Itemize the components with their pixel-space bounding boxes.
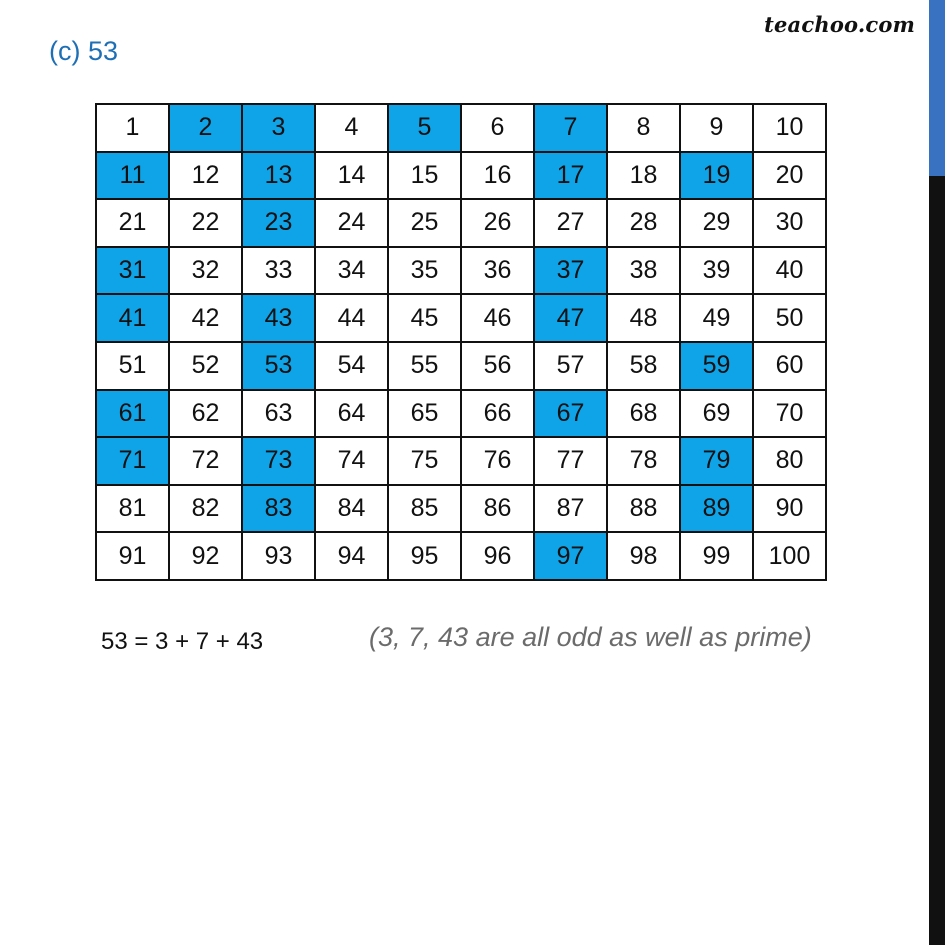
- grid-cell-prime: 61: [97, 391, 170, 439]
- grid-cell: 49: [681, 295, 754, 343]
- grid-cell: 39: [681, 248, 754, 296]
- grid-cell: 82: [170, 486, 243, 534]
- grid-cell: 32: [170, 248, 243, 296]
- grid-cell: 86: [462, 486, 535, 534]
- grid-cell: 29: [681, 200, 754, 248]
- grid-cell: 90: [754, 486, 827, 534]
- grid-cell-prime: 2: [170, 105, 243, 153]
- grid-cell: 10: [754, 105, 827, 153]
- grid-cell: 56: [462, 343, 535, 391]
- grid-cell: 63: [243, 391, 316, 439]
- grid-cell-prime: 23: [243, 200, 316, 248]
- grid-cell: 76: [462, 438, 535, 486]
- grid-cell: 22: [170, 200, 243, 248]
- grid-cell: 48: [608, 295, 681, 343]
- grid-cell: 85: [389, 486, 462, 534]
- grid-cell: 45: [389, 295, 462, 343]
- grid-cell: 100: [754, 533, 827, 581]
- grid-cell: 9: [681, 105, 754, 153]
- grid-cell: 18: [608, 153, 681, 201]
- page-heading: (c) 53: [49, 36, 119, 66]
- grid-cell: 94: [316, 533, 389, 581]
- grid-cell: 27: [535, 200, 608, 248]
- grid-cell-prime: 73: [243, 438, 316, 486]
- grid-cell: 30: [754, 200, 827, 248]
- grid-cell-prime: 83: [243, 486, 316, 534]
- grid-cell-prime: 3: [243, 105, 316, 153]
- grid-cell: 96: [462, 533, 535, 581]
- grid-cell: 81: [97, 486, 170, 534]
- grid-cell: 50: [754, 295, 827, 343]
- scrollbar[interactable]: [929, 0, 945, 945]
- grid-cell-prime: 13: [243, 153, 316, 201]
- grid-cell: 78: [608, 438, 681, 486]
- grid-cell: 36: [462, 248, 535, 296]
- grid-cell: 15: [389, 153, 462, 201]
- grid-cell: 77: [535, 438, 608, 486]
- grid-cell: 46: [462, 295, 535, 343]
- grid-cell: 72: [170, 438, 243, 486]
- grid-cell: 40: [754, 248, 827, 296]
- explanation-note: (3, 7, 43 are all odd as well as prime): [369, 622, 812, 652]
- grid-cell-prime: 19: [681, 153, 754, 201]
- grid-cell: 57: [535, 343, 608, 391]
- grid-cell: 51: [97, 343, 170, 391]
- grid-cell: 65: [389, 391, 462, 439]
- grid-cell: 33: [243, 248, 316, 296]
- grid-cell: 68: [608, 391, 681, 439]
- grid-cell: 87: [535, 486, 608, 534]
- grid-cell-prime: 43: [243, 295, 316, 343]
- grid-cell-prime: 79: [681, 438, 754, 486]
- grid-cell: 12: [170, 153, 243, 201]
- grid-cell: 25: [389, 200, 462, 248]
- grid-cell: 88: [608, 486, 681, 534]
- grid-cell: 93: [243, 533, 316, 581]
- grid-cell: 80: [754, 438, 827, 486]
- grid-cell: 14: [316, 153, 389, 201]
- brand-logo: teachoo.com: [764, 12, 915, 37]
- grid-cell: 70: [754, 391, 827, 439]
- grid-cell: 64: [316, 391, 389, 439]
- grid-cell: 44: [316, 295, 389, 343]
- grid-cell: 69: [681, 391, 754, 439]
- grid-cell-prime: 37: [535, 248, 608, 296]
- number-grid: [95, 103, 827, 581]
- grid-cell-prime: 7: [535, 105, 608, 153]
- equation-text: 53 = 3 + 7 + 43: [101, 628, 264, 655]
- grid-cell-prime: 17: [535, 153, 608, 201]
- grid-cell-prime: 67: [535, 391, 608, 439]
- grid-cell-prime: 11: [97, 153, 170, 201]
- grid-cell: 28: [608, 200, 681, 248]
- grid-cell: 26: [462, 200, 535, 248]
- grid-cell: 24: [316, 200, 389, 248]
- grid-cell: 38: [608, 248, 681, 296]
- grid-cell: 42: [170, 295, 243, 343]
- grid-cell-prime: 53: [243, 343, 316, 391]
- grid-cell: 95: [389, 533, 462, 581]
- grid-cell: 58: [608, 343, 681, 391]
- grid-cell: 8: [608, 105, 681, 153]
- grid-cell: 4: [316, 105, 389, 153]
- grid-cell-prime: 47: [535, 295, 608, 343]
- grid-cell: 75: [389, 438, 462, 486]
- grid-cell: 34: [316, 248, 389, 296]
- grid-cell-prime: 41: [97, 295, 170, 343]
- grid-cell: 60: [754, 343, 827, 391]
- scrollbar-thumb[interactable]: [929, 0, 945, 176]
- grid-cell: 74: [316, 438, 389, 486]
- grid-cell: 55: [389, 343, 462, 391]
- grid-cell: 6: [462, 105, 535, 153]
- grid-cell: 99: [681, 533, 754, 581]
- grid-cell-prime: 31: [97, 248, 170, 296]
- grid-cell: 66: [462, 391, 535, 439]
- grid-cell: 92: [170, 533, 243, 581]
- grid-cell: 84: [316, 486, 389, 534]
- grid-cell: 98: [608, 533, 681, 581]
- grid-cell: 1: [97, 105, 170, 153]
- grid-cell: 62: [170, 391, 243, 439]
- grid-cell: 91: [97, 533, 170, 581]
- grid-cell: 52: [170, 343, 243, 391]
- grid-cell: 16: [462, 153, 535, 201]
- grid-cell-prime: 5: [389, 105, 462, 153]
- grid-cell: 20: [754, 153, 827, 201]
- grid-cell-prime: 89: [681, 486, 754, 534]
- grid-cell-prime: 59: [681, 343, 754, 391]
- grid-cell-prime: 71: [97, 438, 170, 486]
- grid-cell: 21: [97, 200, 170, 248]
- grid-cell-prime: 97: [535, 533, 608, 581]
- grid-cell: 35: [389, 248, 462, 296]
- grid-cell: 54: [316, 343, 389, 391]
